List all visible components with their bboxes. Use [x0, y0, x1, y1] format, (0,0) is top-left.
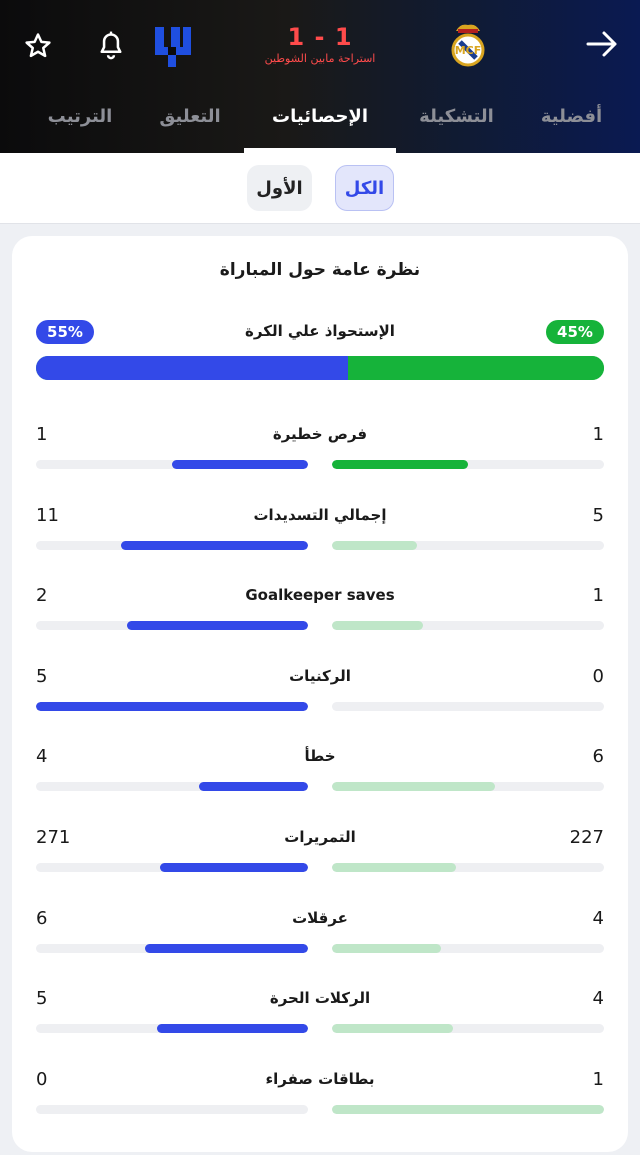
stat-row — [12, 746, 628, 796]
match-overview-card — [12, 236, 628, 1152]
stat-right-track — [332, 782, 604, 791]
stat-row — [12, 505, 628, 555]
stat-right-fill — [332, 621, 423, 630]
stat-left-fill — [157, 1024, 308, 1033]
stat-right-value: 5 — [592, 504, 604, 526]
stat-left-fill — [121, 541, 308, 550]
stat-right-fill — [332, 460, 468, 469]
stat-label: خطأ — [304, 747, 336, 766]
stat-left-track — [36, 782, 308, 791]
score: 1 - 1 — [287, 23, 353, 51]
stat-right-value: 227 — [569, 827, 604, 848]
period-filter-bar — [0, 153, 640, 224]
stat-left-value: 1 — [36, 424, 48, 445]
stat-right-value: 4 — [592, 988, 604, 1010]
stat-left-track — [36, 460, 308, 469]
possession-right-fill — [348, 356, 604, 380]
stat-right-fill — [332, 782, 495, 791]
tab-statistics[interactable]: الإحصائيات — [244, 94, 396, 153]
filter-all[interactable]: الكل — [335, 165, 394, 211]
stat-right-track — [332, 1105, 604, 1114]
stat-row — [12, 988, 628, 1038]
stat-left-value: 0 — [36, 1068, 48, 1090]
stat-right-value: 4 — [592, 907, 604, 929]
stat-right-track — [332, 460, 604, 469]
match-header — [0, 0, 640, 153]
stat-left-track — [36, 621, 308, 630]
stat-label: إجمالي التسديدات — [253, 505, 387, 524]
star-icon[interactable] — [18, 26, 58, 66]
tab-bar — [0, 94, 640, 153]
stat-left-fill — [199, 782, 308, 791]
possession-bar — [36, 356, 604, 380]
stat-right-value: 6 — [592, 746, 604, 768]
possession-left-badge: 55% — [36, 320, 94, 344]
stat-label: الركلات الحرة — [269, 989, 371, 1008]
stat-label: بطاقات صفراء — [265, 1069, 375, 1088]
possession-right-badge: 45% — [546, 320, 604, 344]
stat-right-fill — [332, 944, 441, 953]
stat-row — [12, 666, 628, 716]
possession-label: الإستحواذ علي الكرة — [245, 322, 395, 340]
stat-row — [12, 908, 628, 958]
stat-row — [12, 1069, 628, 1119]
stat-right-fill — [332, 541, 417, 550]
stat-left-value: 5 — [36, 988, 48, 1010]
stat-left-track — [36, 1024, 308, 1033]
filter-first-half[interactable]: الأول — [247, 165, 312, 211]
stat-label: التمريرات — [284, 828, 356, 846]
stat-left-value: 5 — [36, 665, 48, 687]
stat-left-fill — [160, 863, 308, 872]
tab-lineup[interactable]: التشكيلة — [419, 106, 494, 127]
stat-left-track — [36, 702, 308, 711]
tab-commentary[interactable]: التعليق — [159, 106, 221, 127]
stat-right-value: 0 — [592, 665, 604, 687]
stat-right-track — [332, 621, 604, 630]
bell-icon[interactable] — [91, 26, 131, 66]
stat-right-value: 1 — [592, 1068, 604, 1090]
stat-right-fill — [332, 863, 456, 872]
stat-right-fill — [332, 1024, 453, 1033]
stat-left-value: 271 — [36, 827, 71, 848]
stat-right-track — [332, 1024, 604, 1033]
stat-left-value: 11 — [36, 504, 59, 526]
stat-left-track — [36, 863, 308, 872]
al-hilal-logo-icon[interactable] — [150, 22, 196, 70]
tab-preferences[interactable]: أفضلية — [540, 106, 603, 127]
stat-left-track — [36, 1105, 308, 1114]
real-madrid-crest-icon[interactable] — [446, 20, 490, 70]
stat-left-fill — [36, 702, 308, 711]
stat-label: فرص خطيرة — [272, 425, 368, 443]
stat-left-track — [36, 541, 308, 550]
stat-right-value: 1 — [592, 424, 604, 445]
stat-right-value: 1 — [592, 585, 604, 607]
stat-right-track — [332, 944, 604, 953]
svg-text:MCF: MCF — [454, 44, 482, 57]
stat-right-track — [332, 863, 604, 872]
arrow-right-icon[interactable] — [580, 24, 624, 64]
stat-left-fill — [145, 944, 308, 953]
stat-left-fill — [172, 460, 308, 469]
stat-left-fill — [127, 621, 308, 630]
stat-left-track — [36, 944, 308, 953]
scoreboard — [260, 22, 380, 66]
stat-row — [12, 585, 628, 635]
tab-standings[interactable]: الترتيب — [47, 106, 113, 127]
stat-right-track — [332, 541, 604, 550]
possession-left-fill — [36, 356, 348, 380]
stat-label: الركنيات — [289, 666, 351, 685]
stat-right-track — [332, 702, 604, 711]
stat-row — [12, 424, 628, 474]
stat-row — [12, 827, 628, 877]
stat-label: Goalkeeper saves — [245, 586, 395, 605]
stat-left-value: 2 — [36, 585, 48, 607]
card-title: نظرة عامة حول المباراة — [219, 260, 421, 280]
stat-left-value: 6 — [36, 907, 48, 929]
match-status: استراحة مابين الشوطين — [264, 52, 376, 65]
stat-right-fill — [332, 1105, 604, 1114]
stat-label: عرقلات — [292, 908, 348, 927]
stat-left-value: 4 — [36, 746, 48, 768]
